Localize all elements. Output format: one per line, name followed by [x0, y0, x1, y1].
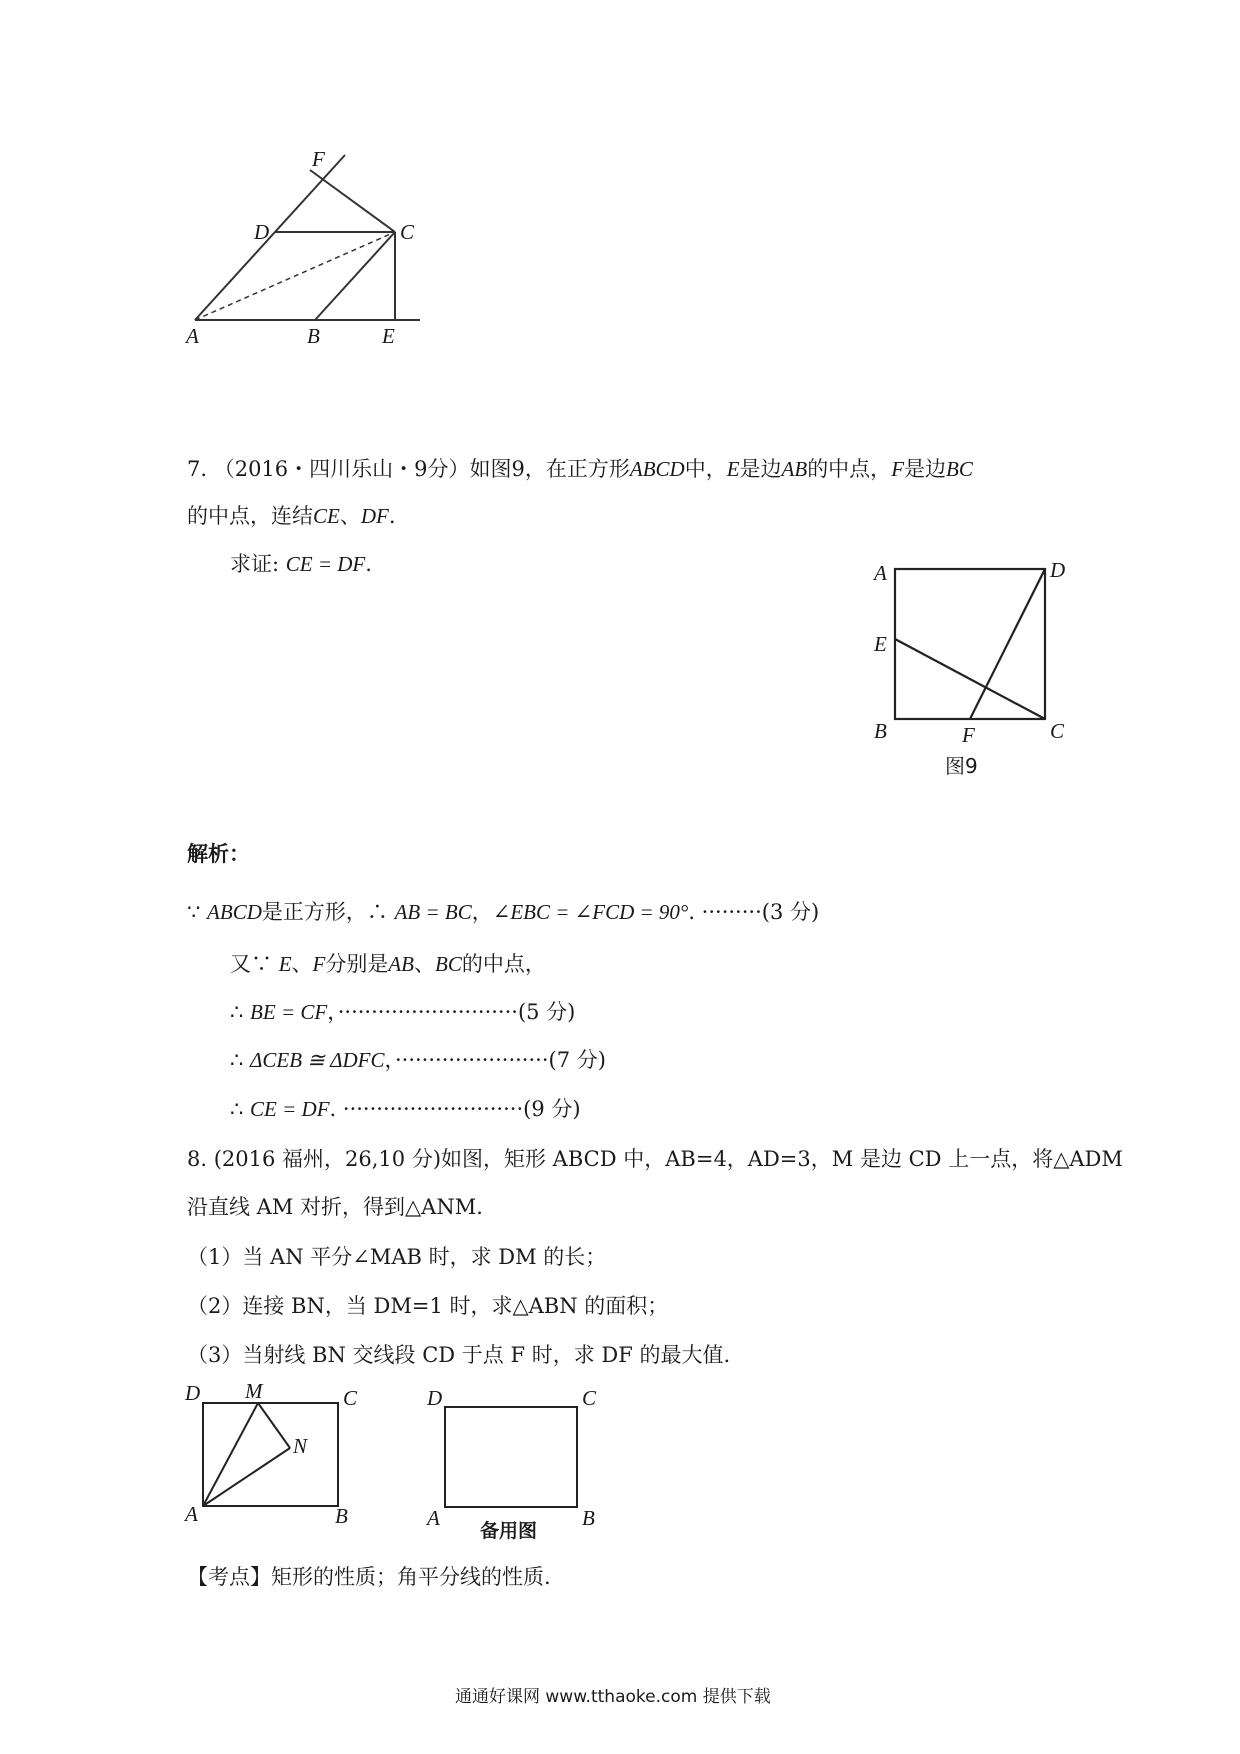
label-D: D — [254, 220, 270, 244]
solution-step-1: ∵ ABCD是正方形，∴ AB = BC，∠EBC = ∠FCD = 90°. ·········(3 分) — [187, 900, 820, 924]
q7-line2: 的中点，连结CE、DF. — [187, 504, 396, 528]
label-C: C — [582, 1386, 597, 1410]
figure-9-square — [870, 555, 1080, 785]
label-E: E — [382, 324, 395, 348]
label-E: E — [874, 632, 887, 656]
spare-figure-caption: 备用图 — [480, 1520, 538, 1542]
label-N: N — [293, 1434, 308, 1458]
label-C: C — [400, 220, 415, 244]
label-A: A — [186, 324, 199, 348]
label-D: D — [1050, 558, 1066, 582]
q7-prove: 求证: CE = DF. — [230, 552, 372, 576]
label-B: B — [335, 1504, 348, 1528]
label-D: D — [427, 1386, 443, 1410]
label-A: A — [874, 561, 887, 585]
solution-heading: 解析： — [187, 842, 250, 866]
label-D: D — [185, 1381, 201, 1405]
q8-part-2: （2）连接 BN，当 DM=1 时，求△ABN 的面积； — [187, 1294, 669, 1318]
q8-part-1: （1）当 AN 平分∠MAB 时，求 DM 的长； — [187, 1245, 607, 1269]
label-A: A — [185, 1502, 198, 1526]
figure-rectangle-fold — [185, 1379, 365, 1528]
q8-kaodian: 【考点】矩形的性质；角平分线的性质. — [187, 1565, 551, 1589]
label-F: F — [312, 147, 325, 171]
q8-part-3: （3）当射线 BN 交线段 CD 于点 F 时，求 DF 的最大值. — [187, 1343, 731, 1367]
figure-rectangle-spare — [425, 1385, 605, 1545]
label-A: A — [427, 1506, 440, 1530]
label-B: B — [874, 719, 887, 743]
q8-line1: 8. (2016 福州，26,10 分)如图，矩形 ABCD 中，AB=4，AD=3，M 是边 CD 上一点，将△ADM — [187, 1147, 1123, 1171]
label-C: C — [1050, 719, 1065, 743]
figure-parallelogram — [180, 147, 420, 350]
solution-step-2: 又∵ E、F分别是AB、BC的中点， — [230, 952, 546, 976]
label-F: F — [962, 723, 975, 747]
page-footer: 通通好课网 www.tthaoke.com 提供下载 — [455, 1687, 771, 1707]
q8-line2: 沿直线 AM 对折，得到△ANM. — [187, 1195, 483, 1219]
solution-step-3: ∴ BE = CF，···························(5 分) — [230, 1000, 576, 1024]
label-B: B — [307, 324, 320, 348]
solution-step-5: ∴ CE = DF. ···························(9 分) — [230, 1097, 581, 1121]
label-B: B — [582, 1506, 595, 1530]
figure-9-caption: 图9 — [945, 754, 978, 778]
solution-step-4: ∴ ΔCEB ≅ ΔDFC，·······················(7 分) — [230, 1048, 606, 1072]
q7-line1: 7. （2016・四川乐山・9分）如图9，在正方形ABCD中，E是边AB的中点，F是边BC — [187, 457, 973, 481]
label-C: C — [343, 1386, 358, 1410]
label-M: M — [245, 1379, 263, 1403]
